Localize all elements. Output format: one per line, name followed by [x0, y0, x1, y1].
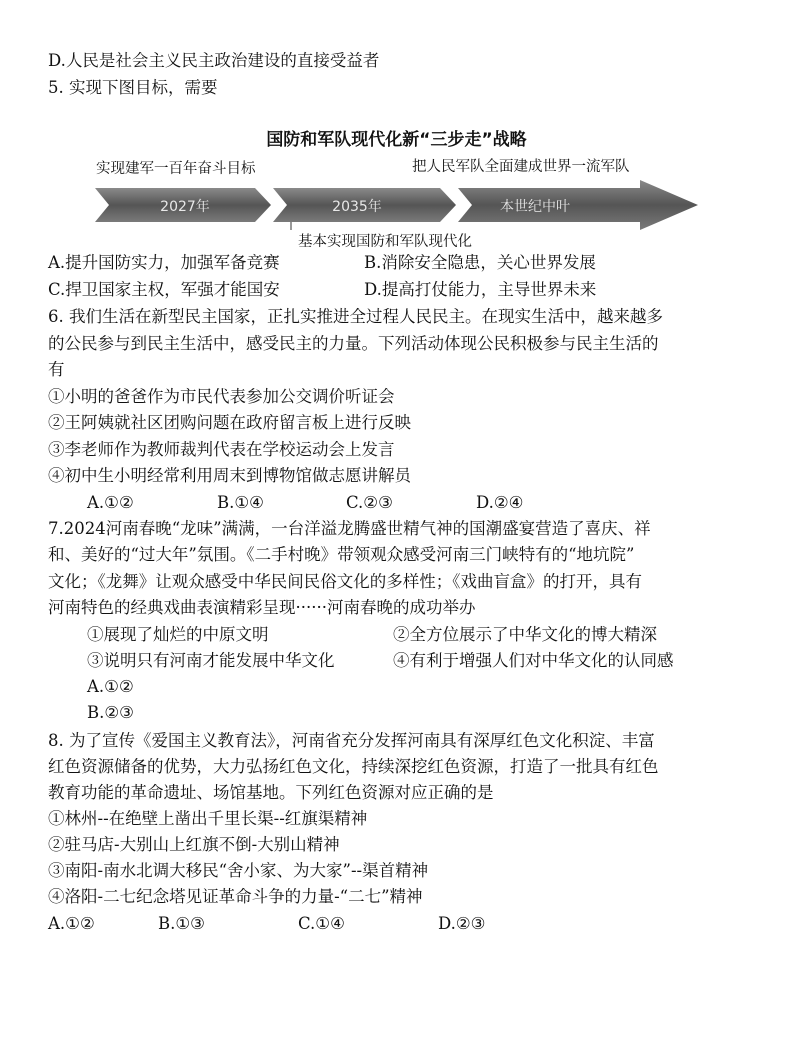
q6-option-a: A.①② — [87, 493, 134, 512]
timeline-arrow — [95, 180, 700, 230]
diagram-title: 国防和军队现代化新“三步走”战略 — [266, 130, 527, 150]
timeline-label-mid-century: 本世纪中叶 — [500, 199, 570, 215]
q5-option-d: D.提高打仗能力，主导世界未来 — [364, 280, 597, 299]
q5-option-c: C.捍卫国家主权，军强才能国安 — [48, 280, 280, 299]
q5-option-b: B.消除安全隐患，关心世界发展 — [364, 253, 596, 272]
timeline-segment-3 — [458, 180, 698, 230]
diagram-label-top-left: 实现建军一百年奋斗目标 — [96, 161, 256, 177]
diagram-label-bottom: 基本实现国防和军队现代化 — [298, 234, 472, 250]
q7-item-3: ③说明只有河南才能发展中华文化 — [87, 651, 335, 670]
diagram-label-top-right: 把人民军队全面建成世界一流军队 — [412, 159, 630, 175]
question-5-stem: 5. 实现下图目标，需要 — [48, 78, 218, 97]
q8-item-2: ②驻马店-大别山上红旗不倒-大别山精神 — [48, 835, 340, 854]
q8-stem-line1: 8. 为了宣传《爱国主义教育法》，河南省充分发挥河南具有深厚红色文化积淀、丰富 — [48, 731, 655, 750]
q7-stem-line4: 河南特色的经典戏曲表演精彩呈现······河南春晚的成功举办 — [48, 598, 476, 617]
q8-option-b: B.①③ — [158, 914, 205, 933]
q6-stem-line2: 的公民参与到民主生活中，感受民主的力量。下列活动体现公民积极参与民主生活的 — [48, 334, 659, 353]
q6-option-b: B.①④ — [217, 493, 264, 512]
q6-item-1: ①小明的爸爸作为市民代表参加公交调价听证会 — [48, 387, 395, 406]
q6-option-c: C.②③ — [346, 493, 393, 512]
q6-item-3: ③李老师作为教师裁判代表在学校运动会上发言 — [48, 440, 395, 459]
q6-item-4: ④初中生小明经常利用周末到博物馆做志愿讲解员 — [48, 466, 411, 485]
q7-item-1: ①展现了灿烂的中原文明 — [87, 625, 269, 644]
q8-item-4: ④洛阳-二七纪念塔见证革命斗争的力量-“二七”精神 — [48, 887, 423, 906]
q8-stem-line2: 红色资源储备的优势，大力弘扬红色文化，持续深挖红色资源，打造了一批具有红色 — [48, 757, 659, 776]
q5-option-a: A.提升国防实力，加强军备竞赛 — [48, 253, 280, 272]
q8-item-1: ①林州--在绝壁上凿出千里长渠--红旗渠精神 — [48, 809, 368, 828]
q6-stem-line3: 有 — [48, 360, 65, 379]
q8-option-a: A.①② — [48, 914, 95, 933]
q6-item-2: ②王阿姨就社区团购问题在政府留言板上进行反映 — [48, 413, 411, 432]
q7-stem-line3: 文化；《龙舞》让观众感受中华民间民俗文化的多样性；《戏曲盲盒》的打开，具有 — [48, 572, 642, 591]
q6-option-d: D.②④ — [476, 493, 524, 512]
timeline-label-2035: 2035年 — [332, 199, 382, 215]
q6-stem-line1: 6. 我们生活在新型民主国家，正扎实推进全过程人民民主。在现实生活中，越来越多 — [48, 307, 663, 326]
q8-option-c: C.①④ — [298, 914, 345, 933]
q7-stem-line1: 7.2024河南春晚“龙味”满满，一台洋溢龙腾盛世精气神的国潮盛宴营造了喜庆、祥 — [48, 519, 651, 538]
q8-item-3: ③南阳-南水北调大移民“舍小家、为大家”--渠首精神 — [48, 861, 429, 880]
timeline-label-2027: 2027年 — [160, 199, 210, 215]
line-d-option: D.人民是社会主义民主政治建设的直接受益者 — [48, 51, 380, 70]
q7-option-b: B.②③ — [87, 703, 134, 722]
q7-stem-line2: 和、美好的“过大年”氛围。《二手村晚》带领观众感受河南三门峡特有的“地坑院” — [48, 545, 635, 564]
q7-item-2: ②全方位展示了中华文化的博大精深 — [393, 625, 657, 644]
q7-option-a: A.①② — [87, 677, 134, 696]
q7-item-4: ④有利于增强人们对中华文化的认同感 — [393, 651, 674, 670]
q8-option-d: D.②③ — [438, 914, 486, 933]
q8-stem-line3: 教育功能的革命遗址、场馆基地。下列红色资源对应正确的是 — [48, 783, 494, 802]
